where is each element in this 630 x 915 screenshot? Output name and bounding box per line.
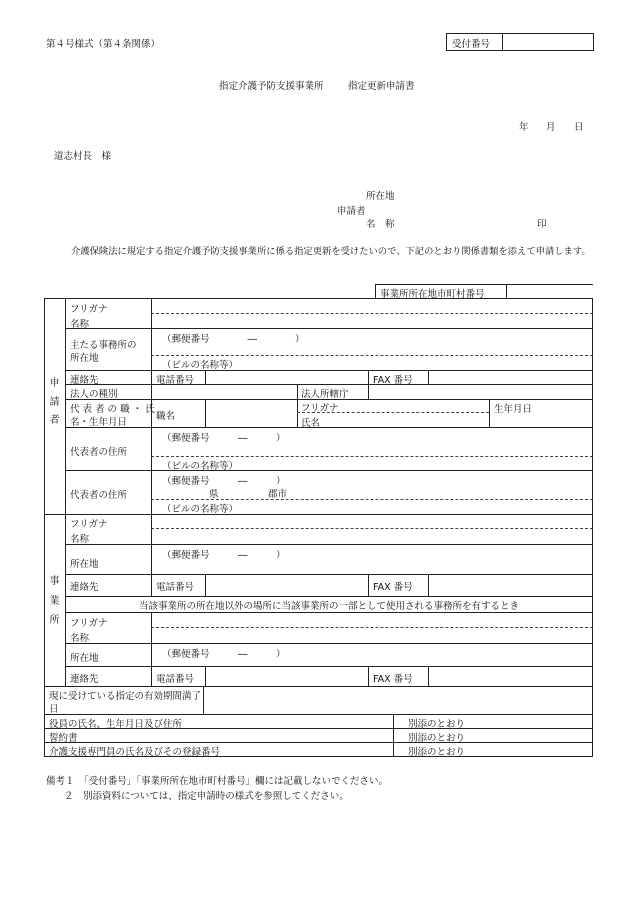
applicant-fax-label: FAX 番号 <box>373 375 413 386</box>
office-postal: （郵便番号 ― ） <box>162 550 286 561</box>
seal-mark: 印 <box>537 219 547 230</box>
office2-furigana-label: フリガナ <box>70 618 108 629</box>
office2-fax-label: FAX 番号 <box>373 674 413 685</box>
office2-phone-field[interactable] <box>208 670 366 682</box>
validity-label-1: 現に受けている指定の有効期間満了 <box>49 691 202 702</box>
office-location-label: 所在地 <box>70 559 99 570</box>
office-phone-field[interactable] <box>208 579 366 591</box>
receipt-number-label: 受付番号 <box>452 39 491 50</box>
title-office-type: 指定介護予防支援事業所 <box>219 81 324 92</box>
validity-label-2: 日 <box>49 704 59 715</box>
rep-furigana-label: フリガナ <box>301 403 339 414</box>
office2-postal: （郵便番号 ― ） <box>162 649 286 660</box>
rep2-address-label: 代表者の住所 <box>70 490 128 501</box>
office-contact-label: 連絡先 <box>70 582 99 593</box>
office-code-field[interactable] <box>509 286 591 297</box>
rep-name-label: 氏名 <box>301 418 321 429</box>
date-year: 年 <box>519 122 529 133</box>
representative-label-1: 代 表 者 の 職 ・ 氏 <box>70 404 155 415</box>
form-number: 第４号様式（第４条関係） <box>46 39 161 50</box>
office-code-label: 事業所所在地市町村番号 <box>380 289 485 300</box>
applicant-name-label: 名 称 <box>366 219 395 230</box>
office2-name-field[interactable] <box>155 630 589 642</box>
date-day: 日 <box>574 122 584 133</box>
rep2-postal: （郵便番号 ― ） <box>162 476 286 487</box>
receipt-number-field[interactable] <box>506 36 590 48</box>
care-managers-attached: 別添のとおり <box>408 747 466 758</box>
corp-authority-label: 法人所轄庁 <box>301 389 349 400</box>
note-2: ２ 別添資料については、指定申請時の様式を参照してください。 <box>64 791 349 802</box>
office-name-field[interactable] <box>155 531 589 543</box>
corp-type-field[interactable] <box>155 386 295 398</box>
pledge-attached: 別添のとおり <box>408 733 466 744</box>
rep-address-label: 代表者の住所 <box>70 447 128 458</box>
corp-authority-field[interactable] <box>371 386 591 398</box>
office-fax-label: FAX 番号 <box>373 582 413 593</box>
applicant-furigana-field[interactable] <box>155 301 589 312</box>
note-1: 備考１ 「受付番号」「事業所所在地市町村番号」欄には記載しないでください。 <box>46 776 389 787</box>
prefecture-label: 県 <box>209 489 219 500</box>
office-fax-field[interactable] <box>431 579 591 591</box>
office-phone-label: 電話番号 <box>156 582 195 593</box>
validity-date-field[interactable] <box>206 689 590 711</box>
officers-label: 役員の氏名、生年月日及び住所 <box>49 719 183 730</box>
rep-postal: （郵便番号 ― ） <box>162 433 286 444</box>
office2-name-label: 名称 <box>70 633 90 644</box>
office2-furigana-field[interactable] <box>155 615 589 626</box>
office-furigana-label: フリガナ <box>70 519 108 530</box>
birthdate-label: 生年月日 <box>494 404 533 415</box>
office2-phone-label: 電話番号 <box>156 674 195 685</box>
other-office-note: 当該事業所の所在地以外の場所に当該事業所の一部として使用される事務所を有するとき <box>138 601 519 612</box>
main-office-postal: （郵便番号 ― ） <box>162 334 305 345</box>
pledge-label: 誓約書 <box>49 733 78 744</box>
office-furigana-field[interactable] <box>155 516 589 527</box>
representative-label-2: 名・生年月日 <box>70 417 128 428</box>
officers-attached: 別添のとおり <box>408 719 466 730</box>
office2-location-label: 所在地 <box>70 653 99 664</box>
city-label: 郡市 <box>268 489 288 500</box>
title-application: 指定更新申請書 <box>348 81 415 92</box>
applicant-phone-field[interactable] <box>208 372 366 383</box>
main-office-building: （ビルの名称等） <box>162 360 239 371</box>
office2-fax-field[interactable] <box>431 670 591 682</box>
applicant-label: 申請者 <box>337 206 366 217</box>
office2-contact-label: 連絡先 <box>70 674 99 685</box>
intro-text: 介護保険法に規定する指定介護予防支援事業所に係る指定更新を受けたいので、下記のとおり関係書類を添えて申請します。 <box>71 246 591 257</box>
applicant-name-field[interactable] <box>155 315 589 327</box>
date-month: 月 <box>546 122 556 133</box>
main-office-label-1: 主たる事務所の <box>70 340 137 351</box>
office-section-label: 事 業 所 <box>49 576 60 626</box>
rep2-building: （ビルの名称等） <box>162 504 239 515</box>
position-label: 職名 <box>156 411 176 422</box>
applicant-address-label: 所在地 <box>366 191 395 202</box>
applicant-phone-label: 電話番号 <box>156 375 195 386</box>
applicant-section-label: 申 請 者 <box>49 377 60 427</box>
office-name-label: 名称 <box>70 534 90 545</box>
corp-type-label: 法人の種別 <box>70 389 118 400</box>
applicant-name-label-cell: 名称 <box>70 319 90 330</box>
addressee: 道志村長 様 <box>54 151 112 162</box>
rep-building: （ビルの名称等） <box>162 461 239 472</box>
applicant-furigana-label: フリガナ <box>70 304 108 315</box>
main-office-label-2: 所在地 <box>70 353 99 364</box>
position-field[interactable] <box>208 401 295 425</box>
applicant-fax-field[interactable] <box>431 372 591 383</box>
care-managers-label: 介護支援専門員の氏名及びその登録番号 <box>49 747 221 758</box>
applicant-contact-label: 連絡先 <box>70 375 99 386</box>
